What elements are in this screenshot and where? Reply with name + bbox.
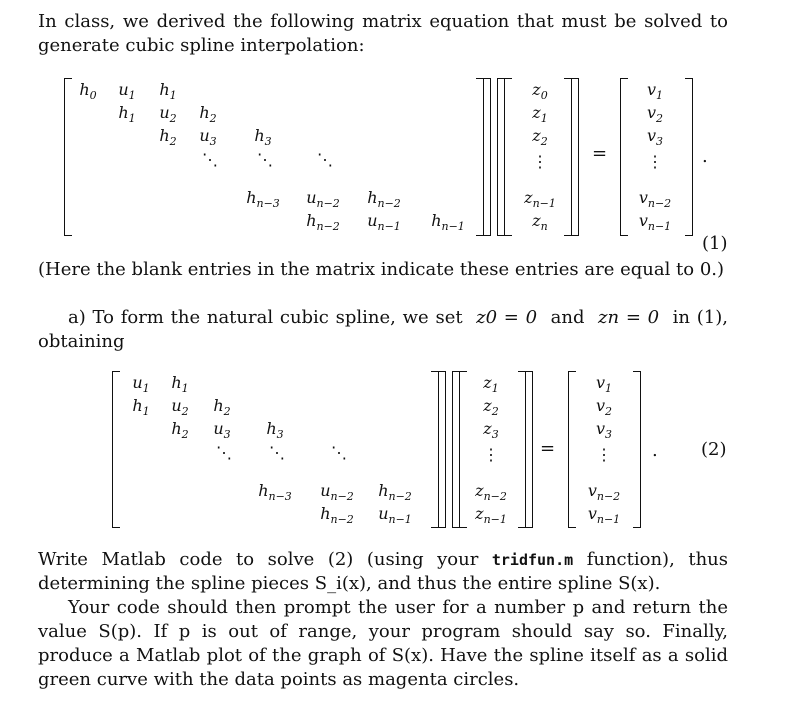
part-a-text-4: obtaining [38,331,125,352]
v-entry: ⋮ [596,445,612,464]
right-bracket [438,371,446,528]
right-bracket [685,78,693,236]
matrix-entry: ⋱ [216,443,232,462]
z-entry: ⋮ [532,152,548,171]
part-a-paragraph [38,306,728,354]
matrix-entry: $u_{n-1}$ [378,504,412,526]
zn-eq: zn = 0 [598,307,660,328]
matrix-entry: $h_2$ [213,396,231,418]
period: . [702,146,708,167]
matrix-entry: $h_1$ [171,373,189,395]
matrix-entry: $h_1$ [159,80,177,102]
v-entry: $v_1$ [595,373,613,395]
matrix-entry: $h_{n-2}$ [320,504,354,526]
v-entry: $v_2$ [595,396,613,418]
equation-label-1: (1) [702,233,728,254]
intro-paragraph: In class, we derived the following matrix equation that must be solved to generate cubic spline interpolation: [38,11,728,56]
left-bracket [568,371,576,528]
matrix-entry: $u_2$ [171,396,189,418]
v-entry: $v_1$ [646,80,664,102]
v-entry: $v_2$ [646,103,664,125]
left-bracket [64,78,72,236]
z-entry: $z_2$ [532,126,548,148]
right-bracket [571,78,579,236]
task-paragraph [38,548,728,596]
matrix-entry: $h_{n-1}$ [431,211,465,233]
z-entry: $z_{n-1}$ [524,188,556,210]
matrix-entry: $u_1$ [132,373,150,395]
equals-sign: = [540,438,556,459]
left-bracket [504,78,512,236]
z-entry: $z_n$ [532,211,548,233]
equals-sign: = [592,143,608,164]
matrix-entry: ⋱ [202,150,218,169]
task-text-2: function), thus determining the spline pieces S_i(x), and thus the entire spline S(x). [38,549,728,594]
matrix-entry: $h_{n-2}$ [367,188,401,210]
matrix-entry: $h_2$ [171,419,189,441]
matrix-entry: $h_{n-2}$ [378,481,412,503]
tridfun-code: tridfun.m [491,551,574,569]
matrix-entry: $u_3$ [213,419,231,441]
z-entry: ⋮ [483,445,499,464]
part-a-text-2: and [550,307,585,328]
v-entry: $v_{n-1}$ [638,211,672,233]
z-entry: $z_{n-2}$ [475,481,507,503]
z0-eq: z0 = 0 [476,307,538,328]
matrix-entry: $h_1$ [118,103,136,125]
blank-entries-note: (Here the blank entries in the matrix indicate these entries are equal to 0.) [38,259,725,280]
matrix-entry: $u_3$ [199,126,217,148]
z0-equation [469,307,544,328]
z-entry: $z_3$ [483,419,499,441]
zn-equation [591,307,666,328]
right-bracket [483,78,491,236]
z-entry: $z_1$ [532,103,548,125]
matrix-entry: ⋱ [257,150,273,169]
matrix-entry: $h_2$ [159,126,177,148]
right-bracket [525,371,533,528]
z-entry: $z_0$ [532,80,548,102]
matrix-entry: $h_0$ [79,80,97,102]
left-bracket [112,371,120,528]
matrix-entry: $h_3$ [266,419,284,441]
v-entry: $v_3$ [595,419,613,441]
left-bracket [620,78,628,236]
matrix-entry: $h_{n-2}$ [306,211,340,233]
matrix-entry: $h_{n-3}$ [246,188,280,210]
matrix-entry: $h_3$ [254,126,272,148]
v-entry: $v_{n-1}$ [587,504,621,526]
matrix-entry: $u_{n-2}$ [306,188,340,210]
matrix-entry: ⋱ [269,443,285,462]
task-text-1: Write Matlab code to solve (2) (using your [38,549,479,570]
z-entry: $z_{n-1}$ [475,504,507,526]
matrix-entry: $u_{n-1}$ [367,211,401,233]
v-entry: $v_{n-2}$ [638,188,672,210]
v-entry: $v_3$ [646,126,664,148]
equation-label-2: (2) [701,439,727,460]
matrix-entry: $u_{n-2}$ [320,481,354,503]
prompt-plot-paragraph: Your code should then prompt the user for a number p and return the value S(p). If p is out of range, your program should say so. Finally, produce a Matlab plot of the graph of S(x). Have the spline itself as a solid green curve with the data points as magenta circles. [38,597,728,690]
matrix-entry: ⋱ [317,150,333,169]
period: . [652,440,658,461]
matrix-entry: $h_{n-3}$ [258,481,292,503]
matrix-entry: ⋱ [331,443,347,462]
z-entry: $z_1$ [483,373,499,395]
z-entry: $z_2$ [483,396,499,418]
v-entry: $v_{n-2}$ [587,481,621,503]
v-entry: ⋮ [647,152,663,171]
part-a-text-3: in (1), [672,307,728,328]
matrix-entry: $h_2$ [199,103,217,125]
matrix-entry: $u_1$ [118,80,136,102]
right-bracket [633,371,641,528]
left-bracket [459,371,467,528]
matrix-entry: $u_2$ [159,103,177,125]
matrix-entry: $h_1$ [132,396,150,418]
part-a-text-1: a) To form the natural cubic spline, we set [68,307,463,328]
